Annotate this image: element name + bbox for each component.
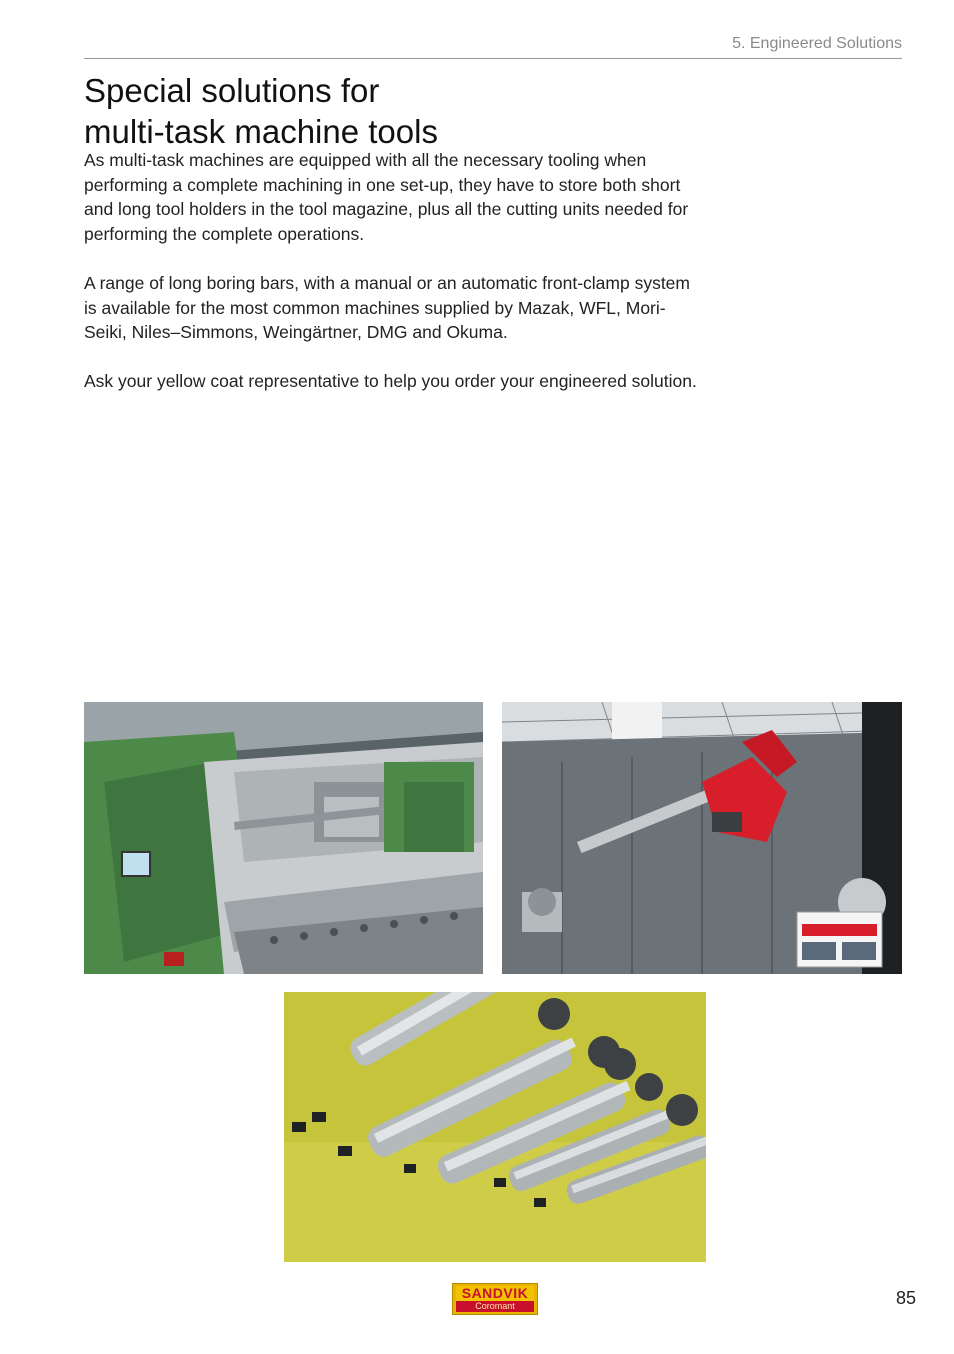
photo-boring-bar-demo bbox=[502, 702, 902, 974]
logo-sub: Coromant bbox=[456, 1301, 534, 1312]
body-text bbox=[84, 148, 704, 419]
paragraph-2: A range of long boring bars, with a manual or an automatic front-clamp system is available for the most common machines supplied by Mazak, WFL, Mori-Seiki, Niles–Simmons, Weingärtner, DMG and Okuma. bbox=[84, 272, 690, 343]
paragraph-1: As multi-task machines are equipped with all the necessary tooling when performing a complete machining in one set-up, they have to store both short and long tool holders in the tool magazine, plus all the cutting units needed for performing the complete operations. bbox=[84, 150, 689, 244]
page-title-line-2: multi-task machine tools bbox=[84, 113, 438, 150]
logo-brand: SANDVIK bbox=[456, 1286, 534, 1301]
photo-multitask-lathe bbox=[84, 702, 483, 974]
photo-boring-bar-range bbox=[284, 992, 706, 1262]
header-rule bbox=[84, 58, 902, 59]
page-title-line-1: Special solutions for bbox=[84, 72, 380, 109]
section-label: 5. Engineered Solutions bbox=[732, 35, 902, 52]
sandvik-coromant-logo bbox=[452, 1283, 538, 1315]
page-number: 85 bbox=[895, 1288, 916, 1308]
page-title bbox=[84, 70, 644, 152]
paragraph-3: Ask your yellow coat representative to help you order your engineered solution. bbox=[84, 371, 697, 392]
